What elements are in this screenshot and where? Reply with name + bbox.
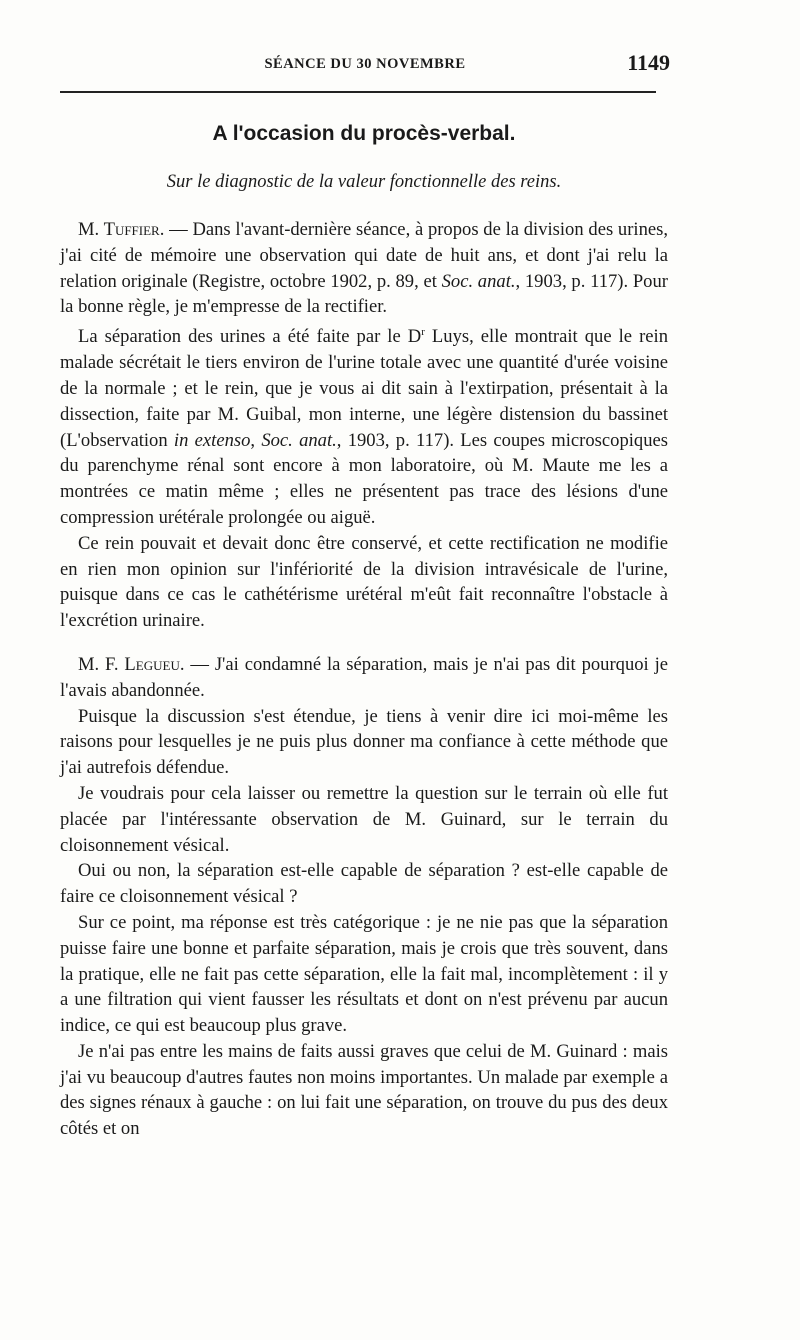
page-number: 1149 [627,50,670,75]
paragraph-oui-ou-non [60,858,668,910]
paragraph-text: , 1903, p. 117). Pour la bonne règle, je m'empresse de la rectifier. [60,270,668,318]
paragraph-text: Puisque la discussion s'est étendue, je tiens à venir dire ici moi-même les raisons pour lesquelles je ne puis plus donner ma confiance à cette méthode que j'ai autrefois défendue. [60,705,668,779]
paragraph-text: Je voudrais pour cela laisser ou remettre la question sur le terrain où elle fut placée par l'intéressante observation de M. Guinard, sur le terrain du cloisonnement vésical. [60,782,668,856]
paragraph-text: , 1903, p. 117). Les coupes microscopiques du parenchyme rénal sont encore à mon laboratoire, où M. Maute me les a montrées ce matin même ; elles ne présentent pas trace des lésions d'une compression urétérale prolongée ou aiguë. [60,429,669,528]
paragraph-text: Sur ce point, ma réponse est très catégorique : je ne nie pas que la séparation puisse faire une bonne et parfaite séparation, mais je crois que très souvent, dans la pratique, elle ne fait pas cette séparation, elle la fait mal, incomplètement : il y a une filtration qui vient fausser les résultats et dont on n'est prévenu par aucun indice, ce qui est beaucoup plus grave. [60,911,668,1037]
paragraph-text: — J'ai condamné la séparation, mais je n'ai pas dit pourquoi je l'avais abandonnée. [60,653,669,701]
journal-reference: Soc. anat. [441,270,516,292]
paragraph-reponse [60,910,668,1039]
paragraph-text: La séparation des urines a été faite par le D [78,326,422,348]
header-rule [60,91,656,93]
running-head [60,50,670,80]
article-body [60,217,668,1142]
speaker-name: M. F. Legueu. [78,653,185,675]
paragraph-faits-graves [60,1039,668,1142]
paragraph-rectification [60,531,668,634]
section-subtitle: Sur le diagnostic de la valeur fonctionnelle des reins. [166,172,562,192]
paragraph-question-terrain [60,781,668,858]
paragraph-tuffier-intro [60,217,668,320]
paragraph-text: Oui ou non, la séparation est-elle capable de séparation ? est-elle capable de faire ce cloisonnement vésical ? [60,860,668,908]
running-head-title: SÉANCE DU 30 NOVEMBRE [264,56,466,72]
paragraph-text: Ce rein pouvait et devait donc être conservé, et cette rectification ne modifie en rien mon opinion sur l'infériorité de la division intravésicale de l'urine, puisque dans ce cas le cathétérisme urétéral m'eût fait reconnaître l'obstacle à l'excrétion urinaire. [60,532,668,632]
paragraph-legueu-intro [60,652,668,704]
section-title: A l'occasion du procès-verbal. [212,122,516,145]
paragraph-text: Luys, elle montrait que le rein malade sécrétait le tiers environ de l'urine totale avec une quantité d'urée voisine de la normale ; et le rein, que je vous ai dit sain à l'extirpation, présentait à la dissection, faite par M. Guibal, mon interne, une légère distension du bassinet (L'observation [60,326,668,451]
latin-phrase: in extenso [173,429,251,451]
paragraph-text: Je n'ai pas entre les mains de faits aussi graves que celui de M. Guinard : mais j'ai vu beaucoup d'autres fautes non moins importantes. Un malade par exemple a des signes rénaux à gauche : on lui fait une séparation, on trouve du pus des deux côtés et on [60,1040,668,1140]
speaker-name: M. Tuffier. [78,219,165,240]
paragraph-separation-luys [60,320,668,531]
paragraph-discussion [60,704,668,781]
separator: , [250,429,262,451]
paragraph-text: — Dans l'avant-dernière séance, à propos de la division des urines, j'ai cité de mémoire une observation qui date de huit ans, et dont j'ai relu la relation originale (Registre, octobre 1902, p. 89, et [60,219,669,292]
superscript: r [421,326,425,339]
journal-reference: Soc. anat. [261,429,337,451]
